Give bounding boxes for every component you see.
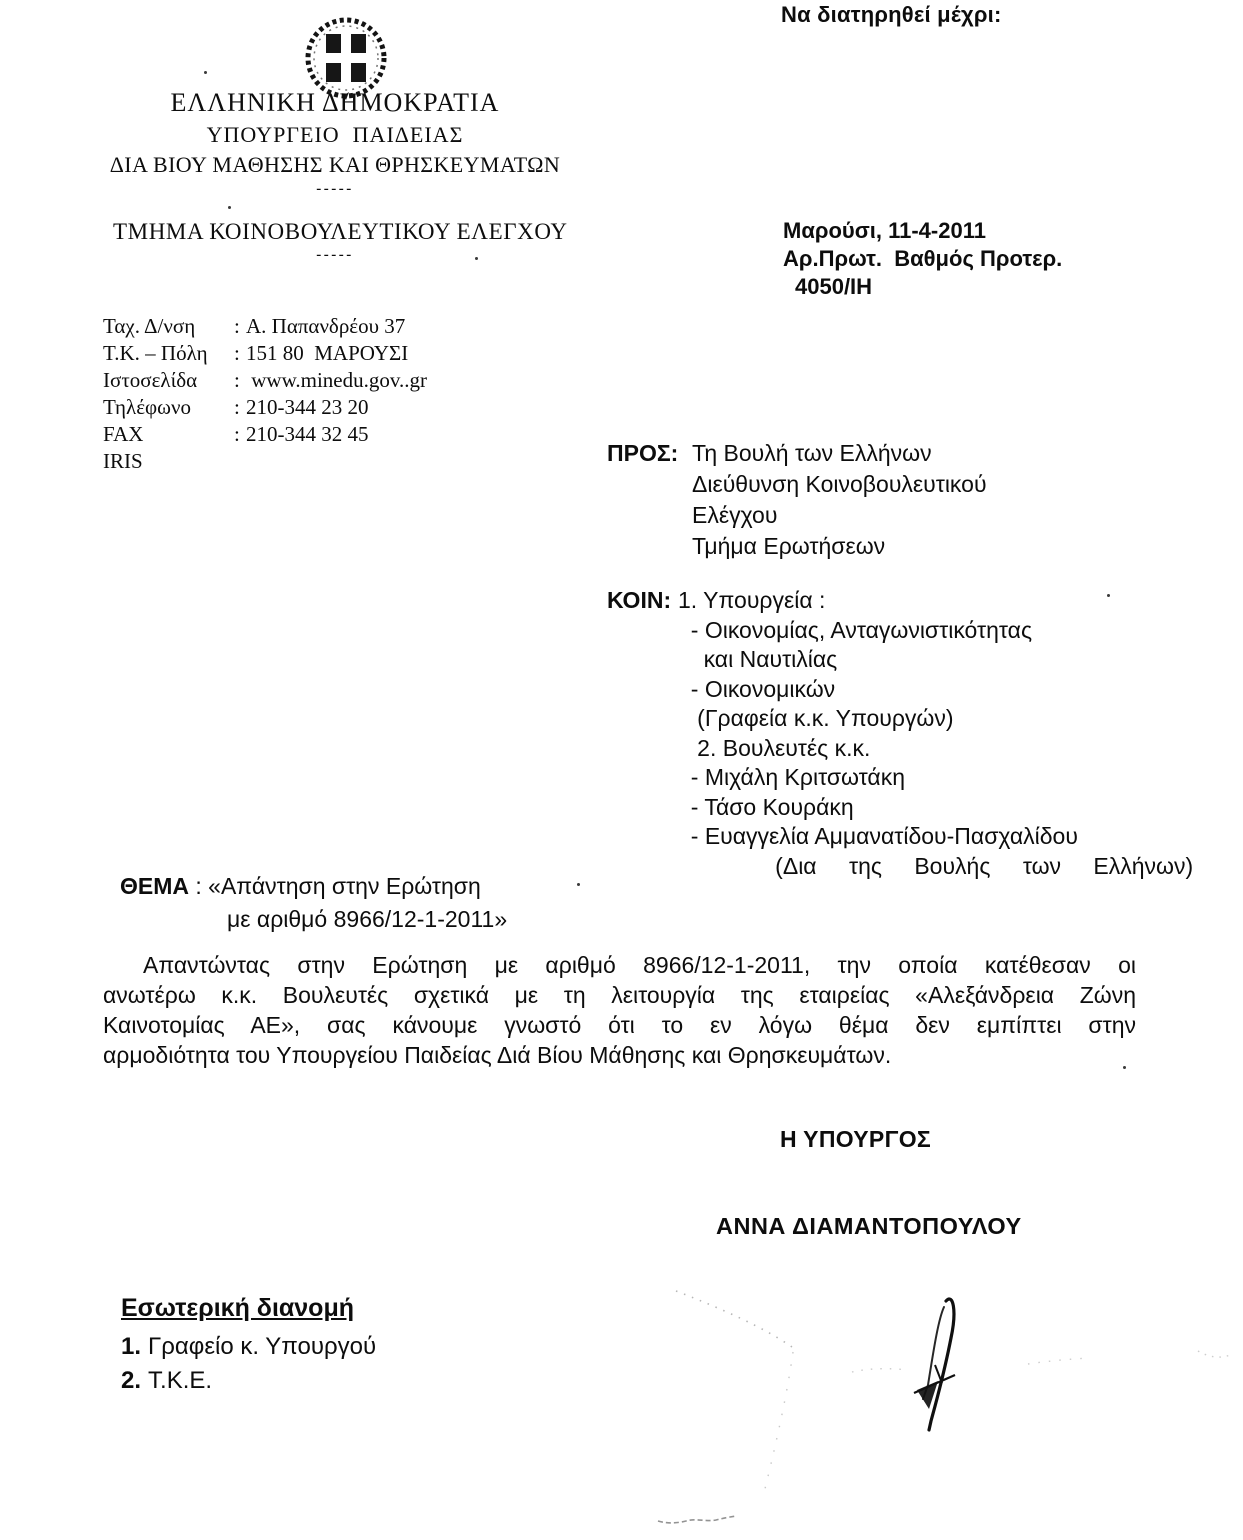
scan-speckle <box>475 257 478 260</box>
cc-line: και Ναυτιλίας <box>678 646 838 672</box>
contact-info <box>103 313 427 475</box>
keep-until-label: Να διατηρηθεί μέχρι: <box>781 2 1002 27</box>
contact-value: www.minedu.gov..gr <box>246 368 428 392</box>
scan-speckle <box>228 206 231 209</box>
recipient-line: Τμήμα Ερωτήσεων <box>692 533 886 559</box>
place-date: Μαρούσι, 11-4-2011 <box>783 218 986 243</box>
contact-label: Ταχ. Δ/νση <box>103 314 196 338</box>
letterhead-ministry: ΥΠΟΥΡΓΕΙΟ ΠΑΙΔΕΙΑΣ <box>206 122 464 147</box>
contact-row-address: Ταχ. Δ/νση : Α. Παπανδρέου 37 <box>103 314 406 338</box>
protocol-number: 4050/ΙΗ <box>795 274 873 299</box>
contact-label: Τ.Κ. – Πόλη <box>103 341 208 365</box>
letterhead-ministry-2: ΔΙΑ ΒΙΟΥ ΜΑΘΗΣΗΣ ΚΑΙ ΘΡΗΣΚΕΥΜΑΤΩΝ <box>109 152 561 177</box>
body-line: Καινοτομίας ΑΕ», σας κάνουμε γνωστό ότι το εν λόγω θέμα δεν εμπίπτει στην <box>103 1012 1136 1038</box>
body-line: αρμοδιότητα του Υπουργείου Παιδείας Διά Βίου Μάθησης και Θρησκευμάτων. <box>103 1042 892 1068</box>
contact-row-fax: FAX : 210-344 32 45 <box>103 422 369 446</box>
scan-speckle <box>1107 594 1110 597</box>
signer-name: ΑΝΝΑ ΔΙΑΜΑΝΤΟΠΟΥΛΟΥ <box>716 1213 1022 1239</box>
recipient-line: Τη Βουλή των Ελλήνων <box>692 440 932 466</box>
contact-row-phone: Τηλέφωνο : 210-344 23 20 <box>103 395 369 419</box>
contact-value: 151 80 ΜΑΡΟΥΣΙ <box>246 341 409 365</box>
cc-line: - Οικονομικών <box>678 675 836 702</box>
cc-line: (Δια της Βουλής των Ελλήνων) <box>678 852 1194 879</box>
contact-label: Ιστοσελίδα <box>103 368 198 392</box>
letterhead-divider: ----- <box>316 181 354 197</box>
body-line: ανωτέρω κ.κ. Βουλευτές σχετικά με τη λειτουργία της εταιρείας «Αλεξάνδρεια Ζώνη <box>103 982 1136 1008</box>
signer-title: Η ΥΠΟΥΡΓΟΣ <box>780 1126 931 1152</box>
subject-label: ΘΕΜΑ <box>120 873 189 899</box>
cc-line: - Ευαγγελία Αμμανατίδου-Πασχαλίδου <box>678 823 1078 849</box>
to-label: ΠΡΟΣ: <box>607 440 679 466</box>
cc-label: ΚΟΙΝ: <box>607 587 672 613</box>
contact-value: 210-344 32 45 <box>246 422 369 446</box>
distribution-item: 2. Τ.Κ.Ε. <box>121 1367 213 1394</box>
scan-speckle <box>577 883 580 886</box>
cc-line: - Τάσο Κουράκη <box>678 793 854 820</box>
recipient-line: Ελέγχου <box>692 502 778 528</box>
body-paragraph <box>103 950 1136 1070</box>
contact-label: Τηλέφωνο <box>103 395 191 419</box>
letterhead-republic: ΕΛΛΗΝΙΚΗ ΔΗΜΟΚΡΑΤΙΑ <box>170 88 500 117</box>
subject-line-2: με αριθμό 8966/12-1-2011» <box>227 906 508 932</box>
cc-block <box>607 586 1193 881</box>
protocol-label: Αρ.Πρωτ. Βαθμός Προτερ. <box>783 246 1063 271</box>
distribution-heading: Εσωτερική διανομή <box>121 1294 355 1322</box>
subject-block <box>120 870 507 936</box>
recipient-line: Διεύθυνση Κοινοβουλευτικού <box>692 471 987 497</box>
cc-line: 1. Υπουργεία : <box>678 587 826 613</box>
cc-line: 2. Βουλευτές κ.κ. <box>678 734 871 761</box>
contact-label: FAX <box>103 422 144 446</box>
cc-line: (Γραφεία κ.κ. Υπουργών) <box>678 705 954 731</box>
distribution-item: 1. Γραφείο κ. Υπουργού <box>121 1333 377 1360</box>
department-title: ΤΜΗΜΑ ΚΟΙΝΟΒΟΥΛΕΥΤΙΚΟΥ ΕΛΕΓΧΟΥ <box>113 219 568 244</box>
subject-line-1: ΘΕΜΑ : «Απάντηση στην Ερώτηση <box>120 873 481 899</box>
scan-speckle <box>1123 1066 1126 1069</box>
protocol-block <box>783 217 1062 301</box>
cc-line: - Οικονομίας, Ανταγωνιστικότητας <box>678 616 1033 643</box>
scan-speckle <box>204 71 207 74</box>
contact-value: Α. Παπανδρέου 37 <box>246 314 406 338</box>
letterhead <box>80 88 590 198</box>
contact-row-website: Ιστοσελίδα : www.minedu.gov..gr <box>103 368 428 392</box>
department-divider: ----- <box>316 247 354 263</box>
contact-label: IRIS <box>103 449 143 473</box>
contact-value: 210-344 23 20 <box>246 395 369 419</box>
body-line: Απαντώντας στην Ερώτηση με αριθμό 8966/12-1-2011, την οποία κατέθεσαν οι <box>143 952 1136 978</box>
recipient-block <box>607 438 987 562</box>
internal-distribution <box>121 1294 376 1398</box>
contact-row-postcode: Τ.Κ. – Πόλη : 151 80 ΜΑΡΟΥΣΙ <box>103 341 409 365</box>
contact-row-iris <box>103 448 427 475</box>
cc-line: - Μιχάλη Κριτσωτάκη <box>678 764 906 790</box>
